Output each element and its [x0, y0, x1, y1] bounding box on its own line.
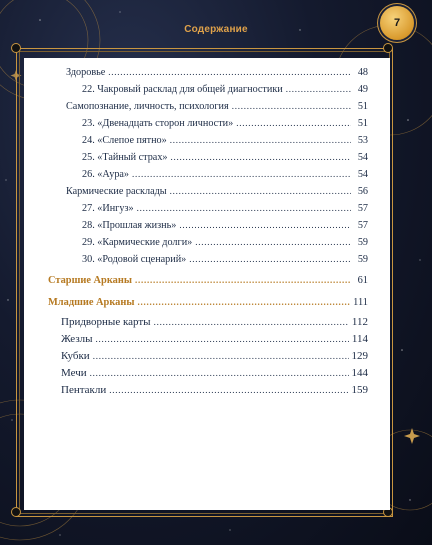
toc-entry-label: 28. «Прошлая жизнь» [82, 220, 177, 231]
toc-entry-label: 29. «Кармические долги» [82, 237, 193, 248]
toc-entry-page: 59 [357, 237, 368, 248]
toc-entry-label: 30. «Родовой сценарий» [82, 254, 187, 265]
toc-section-minor-arcana[interactable] [48, 297, 368, 313]
toc-entry-label: 27. «Ингуз» [82, 203, 134, 214]
toc-section-page: 61 [357, 275, 368, 286]
toc-entry-page: 51 [357, 101, 368, 112]
toc-section-major-arcana[interactable] [48, 275, 368, 291]
toc-entry-page: 48 [357, 67, 368, 78]
toc-entry-label: Самопознание, личность, психология [66, 101, 229, 112]
toc-entry-22[interactable] [82, 84, 368, 100]
toc-section-page: 111 [353, 297, 368, 308]
toc-entry-label: 24. «Слепое пятно» [82, 135, 167, 146]
toc-entry-page: 57 [357, 220, 368, 231]
toc-entry-24[interactable] [82, 135, 368, 151]
toc-entry-label: 25. «Тайный страх» [82, 152, 168, 163]
toc-entry-29[interactable] [82, 237, 368, 253]
toc-entry-page: 159 [351, 384, 368, 396]
toc-panel [24, 58, 390, 510]
toc-entry-page: 144 [351, 367, 368, 379]
toc-section-label: Старшие Арканы [48, 275, 132, 286]
toc-entry-page: 129 [351, 350, 368, 362]
toc-section-label: Младшие Арканы [48, 297, 135, 308]
toc-entry-karmic[interactable] [66, 186, 368, 202]
toc-entry-30[interactable] [82, 254, 368, 270]
toc-entry-25[interactable] [82, 152, 368, 168]
toc-entry-page: 59 [357, 254, 368, 265]
toc-entry-label: Пентакли [61, 384, 107, 396]
toc-entry-page: 112 [351, 316, 368, 328]
toc-entry-court-cards[interactable] [61, 316, 368, 332]
toc-entry-26[interactable] [82, 169, 368, 185]
toc-entry-self-knowledge[interactable] [66, 101, 368, 117]
toc-entry-page: 114 [351, 333, 368, 345]
toc-entry-cups[interactable] [61, 350, 368, 366]
toc-entry-swords[interactable] [61, 367, 368, 383]
toc-entry-label: Жезлы [61, 333, 93, 345]
toc-entry-23[interactable] [82, 118, 368, 134]
toc-entry-label: Здоровье [66, 67, 106, 78]
toc-entry-label: 22. Чакровый расклад для общей диагностики [82, 84, 283, 95]
toc-entry-label: 23. «Двенадцать сторон личности» [82, 118, 234, 129]
toc-entry-28[interactable] [82, 220, 368, 236]
toc-entry-label: Кармические расклады [66, 186, 167, 197]
toc-entry-label: 26. «Аура» [82, 169, 130, 180]
toc-entry-wands[interactable] [61, 333, 368, 349]
toc-entry-health[interactable] [66, 67, 368, 83]
frame-corner-top-right [383, 43, 393, 53]
toc-entry-pentacles[interactable] [61, 384, 368, 400]
toc-entry-page: 49 [357, 84, 368, 95]
toc-entry-label: Мечи [61, 367, 87, 379]
toc-entry-label: Придворные карты [61, 316, 151, 328]
toc-entry-label: Кубки [61, 350, 90, 362]
toc-entry-27[interactable] [82, 203, 368, 219]
toc-entry-page: 57 [357, 203, 368, 214]
frame-corner-bottom-left [11, 507, 21, 517]
page-number-badge: 7 [380, 6, 414, 40]
frame-corner-top-left [11, 43, 21, 53]
toc-entry-page: 56 [357, 186, 368, 197]
toc-entry-page: 51 [357, 118, 368, 129]
toc-entry-page: 54 [357, 169, 368, 180]
toc-entry-page: 54 [357, 152, 368, 163]
page-header-title: Содержание [184, 24, 248, 35]
toc-entry-page: 53 [357, 135, 368, 146]
